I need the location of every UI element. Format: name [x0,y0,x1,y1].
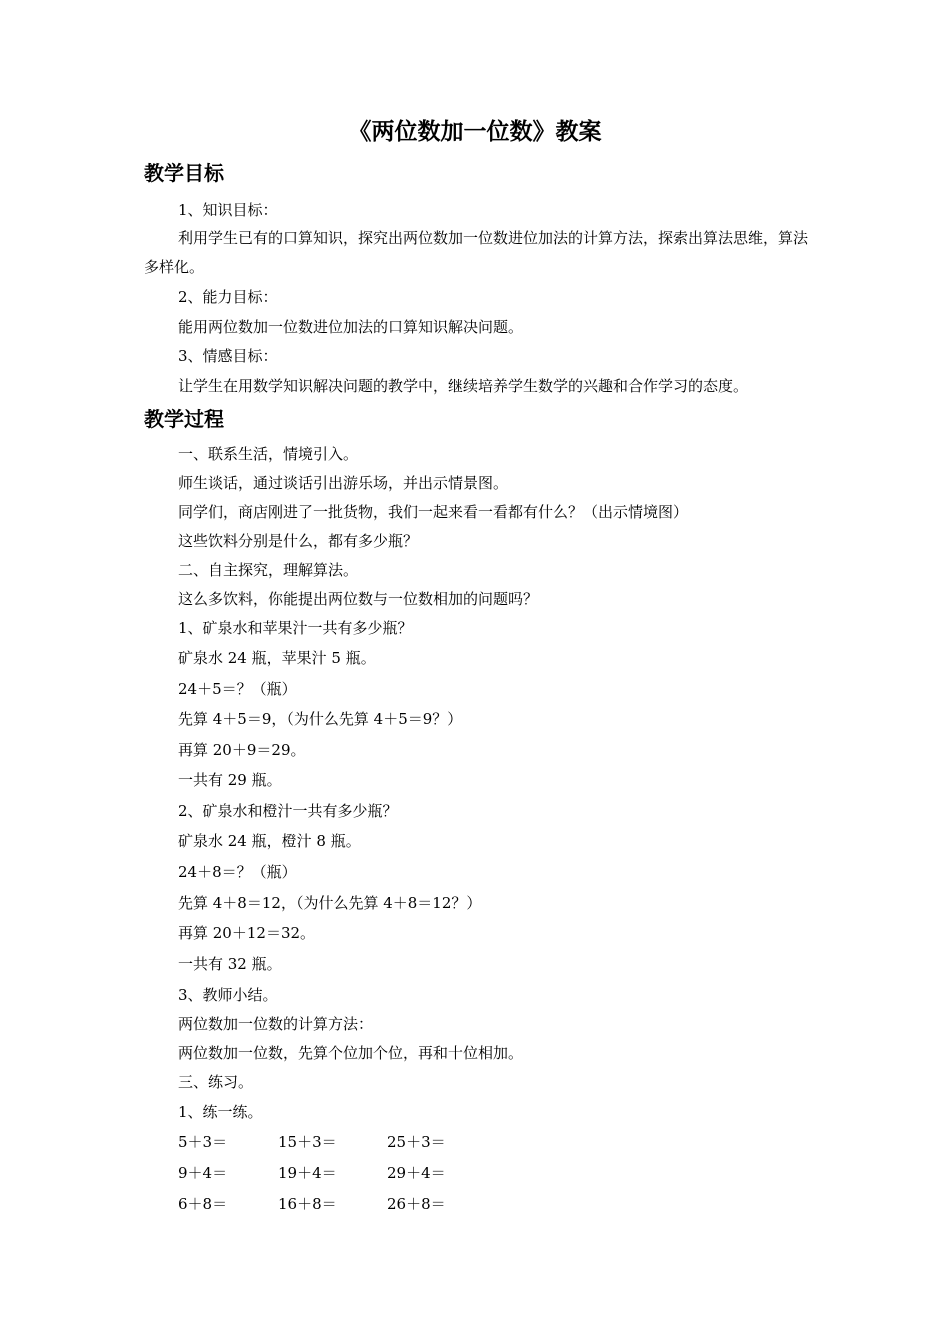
heading-teaching-goals: 教学目标 [144,161,224,185]
process-line: 师生谈话，通过谈话引出游乐场，并出示情景图。 [178,474,509,492]
process-line: 24＋8＝？（瓶） [178,863,297,881]
process-line: 这些饮料分别是什么，都有多少瓶？ [178,532,419,550]
goal-3-label: 3、情感目标： [178,347,278,365]
exercise-item: 15＋3＝ [278,1133,337,1151]
process-line: 3、教师小结。 [178,986,278,1004]
goal-2-label: 2、能力目标： [178,288,278,306]
process-line: 2、矿泉水和橙汁一共有多少瓶？ [178,802,398,820]
process-line: 矿泉水 24 瓶，苹果汁 5 瓶。 [178,649,376,667]
process-line: 一共有 32 瓶。 [178,955,282,973]
heading-teaching-process: 教学过程 [144,407,224,431]
process-line: 同学们，商店刚进了一批货物，我们一起来看一看都有什么？（出示情境图） [178,503,689,521]
exercise-item: 25＋3＝ [387,1133,446,1151]
goal-2-text: 能用两位数加一位数进位加法的口算知识解决问题。 [178,318,524,336]
process-line: 1、练一练。 [178,1103,263,1121]
process-line: 先算 4＋5＝9，（为什么先算 4＋5＝9？） [178,710,463,728]
exercise-item: 19＋4＝ [278,1164,337,1182]
goal-3-text: 让学生在用数学知识解决问题的教学中，继续培养学生数学的兴趣和合作学习的态度。 [178,377,749,395]
process-line: 1、矿泉水和苹果汁一共有多少瓶？ [178,619,413,637]
exercise-item: 9＋4＝ [178,1164,228,1182]
exercise-item: 29＋4＝ [387,1164,446,1182]
exercise-item: 26＋8＝ [387,1195,446,1213]
process-line: 这么多饮料，你能提出两位数与一位数相加的问题吗？ [178,590,539,608]
process-line: 两位数加一位数，先算个位加个位，再和十位相加。 [178,1044,524,1062]
process-line: 矿泉水 24 瓶，橙汁 8 瓶。 [178,832,361,850]
document-title: 《两位数加一位数》教案 [348,119,602,145]
exercise-item: 5＋3＝ [178,1133,228,1151]
goal-1-text: 利用学生已有的口算知识，探究出两位数加一位数进位加法的计算方法，探索出算法思维，算法多样化。 [144,229,809,276]
exercise-item: 6＋8＝ [178,1195,228,1213]
process-line: 先算 4＋8＝12，（为什么先算 4＋8＝12？） [178,894,482,912]
process-line: 再算 20＋9＝29。 [178,741,306,759]
goal-1-label: 1、知识目标： [178,201,278,219]
process-line: 24＋5＝？（瓶） [178,680,297,698]
exercise-item: 16＋8＝ [278,1195,337,1213]
process-line: 再算 20＋12＝32。 [178,924,316,942]
process-line: 一共有 29 瓶。 [178,771,282,789]
process-line: 三、练习。 [178,1073,254,1091]
process-line: 两位数加一位数的计算方法： [178,1015,374,1033]
process-line: 一、联系生活，情境引入。 [178,445,359,463]
process-line: 二、自主探究，理解算法。 [178,561,359,579]
